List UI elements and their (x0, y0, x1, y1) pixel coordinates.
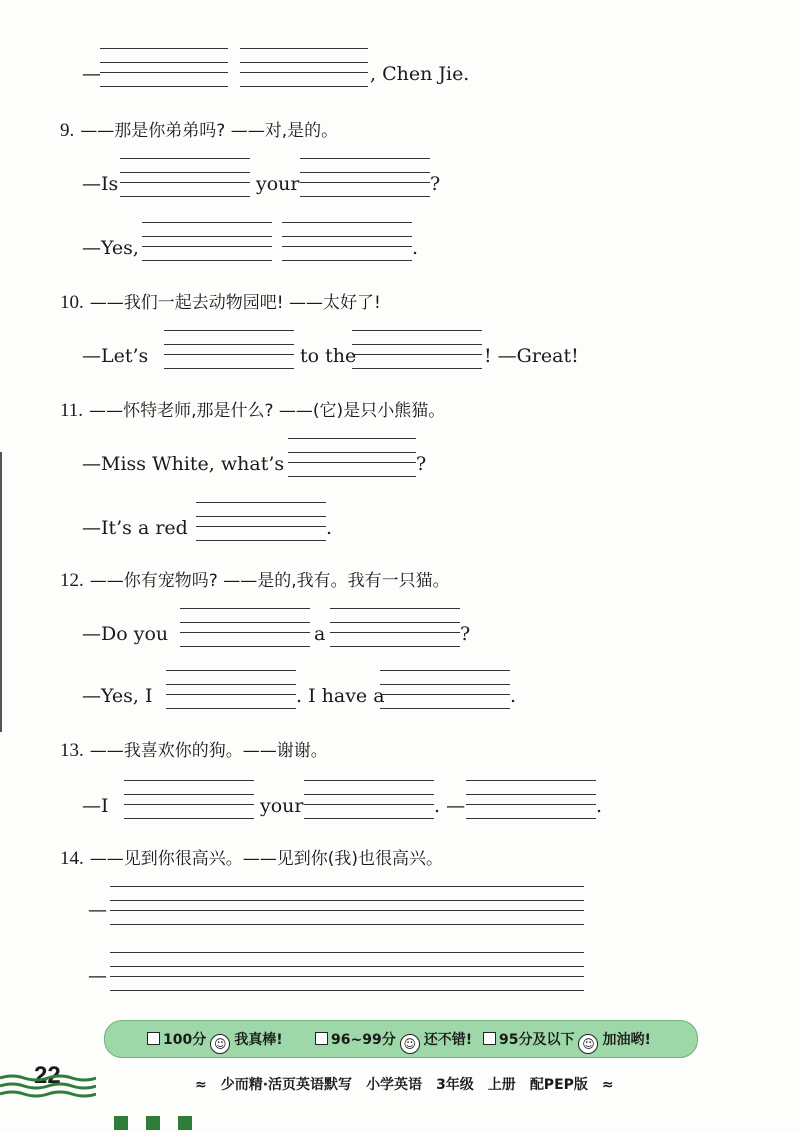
edition: 配PEP版 (529, 1077, 588, 1093)
grade: 3年级 (436, 1077, 474, 1093)
score-comment: 还不错! (423, 1032, 473, 1048)
wave-icon: ≈ (601, 1077, 614, 1093)
q11-line2-start: —It’s a red (82, 517, 188, 539)
blank-q11-1[interactable] (288, 438, 416, 478)
question-11 (60, 398, 445, 423)
thumbs-up-face-icon: ☺ (210, 1034, 230, 1054)
q11-line1-end: ? (416, 453, 427, 475)
blank-q9-3[interactable] (142, 222, 272, 262)
question-prompt: ——我喜欢你的狗。——谢谢。 (89, 741, 328, 761)
question-number: 11. (60, 400, 84, 421)
decor-square (178, 1116, 192, 1130)
decor-square (146, 1116, 160, 1130)
question-number: 10. (60, 292, 84, 313)
q9-line1-mid: your (256, 173, 300, 195)
question-number: 9. (60, 120, 75, 141)
blank-q12-1[interactable] (180, 608, 310, 648)
page-edge-line (0, 452, 2, 732)
score-option-100[interactable] (147, 1029, 283, 1054)
question-prompt: ——见到你很高兴。——见到你(我)也很高兴。 (89, 849, 444, 869)
blank-q13-2[interactable] (304, 780, 434, 820)
blank-q14-1[interactable] (110, 886, 584, 926)
blank-q12-3[interactable] (166, 670, 296, 710)
checkbox-icon[interactable] (483, 1032, 496, 1045)
blank-q12-2[interactable] (330, 608, 460, 648)
score-option-95-below[interactable] (483, 1029, 651, 1054)
question-number: 13. (60, 740, 84, 761)
series-title: 少而精·活页英语默写 (220, 1077, 353, 1093)
smiley-face-icon: ☺ (400, 1034, 420, 1054)
question-9 (60, 118, 338, 143)
question-number: 14. (60, 848, 84, 869)
question-prompt: ——你有宠物吗? ——是的,我有。我有一只猫。 (89, 571, 450, 591)
q11-line1-start: —Miss White, what’s (82, 453, 285, 475)
q10-line1-mid: to the (300, 345, 357, 367)
score-label: 100分 (163, 1032, 207, 1048)
blank-q14-2[interactable] (110, 952, 584, 992)
q8-dash: — (82, 63, 101, 85)
score-option-96-99[interactable] (315, 1029, 472, 1054)
q9-line1-end: ? (430, 173, 441, 195)
q13-line1-mid2: . — (434, 795, 466, 817)
q9-line1-start: —Is (82, 173, 119, 195)
blank-q13-3[interactable] (466, 780, 596, 820)
q8-tail: , Chen Jie. (370, 63, 470, 85)
q10-line1-end: ! —Great! (484, 345, 579, 367)
q12-line2-mid: . I have a (296, 685, 385, 707)
wave-icon: ≈ (195, 1077, 207, 1093)
q13-line1-end: . (596, 795, 603, 817)
score-comment: 我真棒! (234, 1032, 283, 1048)
blank-q12-4[interactable] (380, 670, 510, 710)
blank-q9-2[interactable] (300, 158, 430, 198)
decor-square (114, 1116, 128, 1130)
question-number: 12. (60, 570, 84, 591)
score-comment: 加油哟! (602, 1032, 651, 1048)
q11-line2-end: . (326, 517, 333, 539)
q13-line1-start: —I (82, 795, 109, 817)
q12-line2-end: . (510, 685, 517, 707)
q10-line1-start: —Let’s (82, 345, 149, 367)
page-number: 22 (34, 1062, 61, 1089)
score-bar (104, 1020, 698, 1058)
q12-line2-start: —Yes, I (82, 685, 153, 707)
blank-q8-2[interactable] (240, 48, 368, 88)
blank-q11-2[interactable] (196, 502, 326, 542)
question-14 (60, 846, 443, 871)
q13-line1-mid: your (260, 795, 304, 817)
blank-q10-2[interactable] (352, 330, 482, 370)
blank-q10-1[interactable] (164, 330, 294, 370)
q14-dash-2: — (88, 965, 107, 987)
blank-q13-1[interactable] (124, 780, 254, 820)
question-prompt: ——那是你弟弟吗? ——对,是的。 (80, 121, 339, 141)
question-13 (60, 738, 328, 763)
q9-line2-start: —Yes, (82, 237, 139, 259)
cheer-face-icon: ☺ (578, 1034, 598, 1054)
question-10 (60, 290, 381, 315)
wave-lines-icon (0, 1074, 96, 1102)
book-info (195, 1074, 628, 1094)
question-12 (60, 568, 450, 593)
q9-line2-end: . (412, 237, 419, 259)
term: 上册 (487, 1077, 516, 1093)
question-prompt: ——我们一起去动物园吧! ——太好了! (89, 293, 381, 313)
blank-q9-1[interactable] (120, 158, 250, 198)
blank-q8-1[interactable] (100, 48, 228, 88)
checkbox-icon[interactable] (147, 1032, 160, 1045)
score-label: 96~99分 (331, 1032, 396, 1048)
subject: 小学英语 (366, 1077, 423, 1093)
score-label: 95分及以下 (499, 1032, 575, 1048)
checkbox-icon[interactable] (315, 1032, 328, 1045)
q12-line1-end: ? (460, 623, 471, 645)
q12-line1-start: —Do you (82, 623, 169, 645)
q14-dash-1: — (88, 899, 107, 921)
blank-q9-4[interactable] (282, 222, 412, 262)
question-prompt: ——怀特老师,那是什么? ——(它)是只小熊猫。 (89, 401, 446, 421)
q12-line1-mid: a (314, 623, 326, 645)
